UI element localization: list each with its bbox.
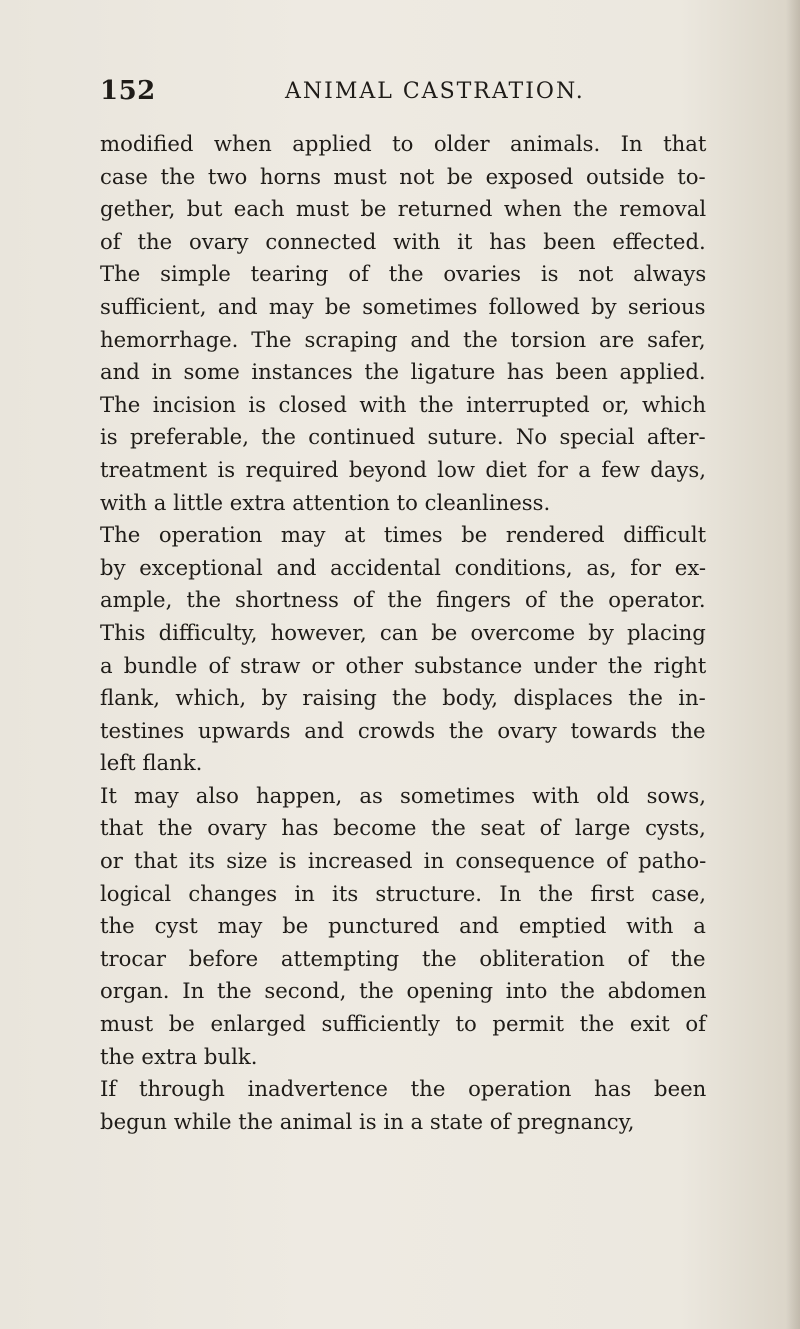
text-line: The simple tearing of the ovaries is not always xyxy=(100,261,707,287)
text-line: is preferable, the continued suture. No special after- xyxy=(100,424,706,450)
text-line: The incision is closed with the interrupted or, which xyxy=(100,391,707,417)
text-line: If through inadvertence the operation has been xyxy=(100,1076,707,1102)
text-line: organ. In the second, the opening into the abdomen xyxy=(100,978,707,1004)
body-text xyxy=(100,128,712,1138)
text-line: This difficulty, however, can be overcome by placing xyxy=(100,619,706,645)
text-line: trocar before attempting the obliteration of the xyxy=(100,945,706,971)
text-line: The operation may at times be rendered difficult xyxy=(100,522,707,548)
text-line: logical changes in its structure. In the first case, xyxy=(100,880,706,906)
text-line: a bundle of straw or other substance under the right xyxy=(100,652,707,678)
text-line: with a little extra attention to cleanliness. xyxy=(100,489,551,515)
text-line: or that its size is increased in consequence of patho- xyxy=(100,848,707,874)
text-line: the cyst may be punctured and emptied with a xyxy=(100,913,706,939)
text-line: hemorrhage. The scraping and the torsion are safer, xyxy=(100,326,706,352)
text-line: the extra bulk. xyxy=(100,1043,258,1069)
text-line: begun while the animal is in a state of pregnancy, xyxy=(100,1108,635,1134)
text-line: must be enlarged sufficiently to permit the exit of xyxy=(100,1011,706,1037)
text-line: modified when applied to older animals. In that xyxy=(100,131,707,156)
text-line: ample, the shortness of the fingers of the operator. xyxy=(100,587,706,613)
running-head: ANIMAL CASTRATION. xyxy=(285,79,585,104)
text-line: case the two horns must not be exposed outside to- xyxy=(100,163,706,189)
text-line: left flank. xyxy=(100,750,203,776)
text-line: It may also happen, as sometimes with old sows, xyxy=(100,782,706,808)
text-line: sufficient, and may be sometimes followed by serious xyxy=(100,293,706,319)
text-line: treatment is required beyond low diet for a few days, xyxy=(100,456,707,482)
page-edge-shadow xyxy=(786,0,800,1329)
text-line: by exceptional and accidental conditions, as, for ex- xyxy=(100,554,707,580)
text-line: flank, which, by raising the body, displaces the in- xyxy=(100,685,706,711)
text-line: of the ovary connected with it has been effected. xyxy=(100,228,706,254)
text-line: testines upwards and crowds the ovary towards the xyxy=(100,717,706,743)
page-header xyxy=(100,76,700,116)
page-number: 152 xyxy=(100,76,156,106)
text-line: and in some instances the ligature has been applied. xyxy=(100,359,706,385)
text-line: gether, but each must be returned when the removal xyxy=(100,196,707,222)
text-line: that the ovary has become the seat of large cysts, xyxy=(100,815,706,841)
